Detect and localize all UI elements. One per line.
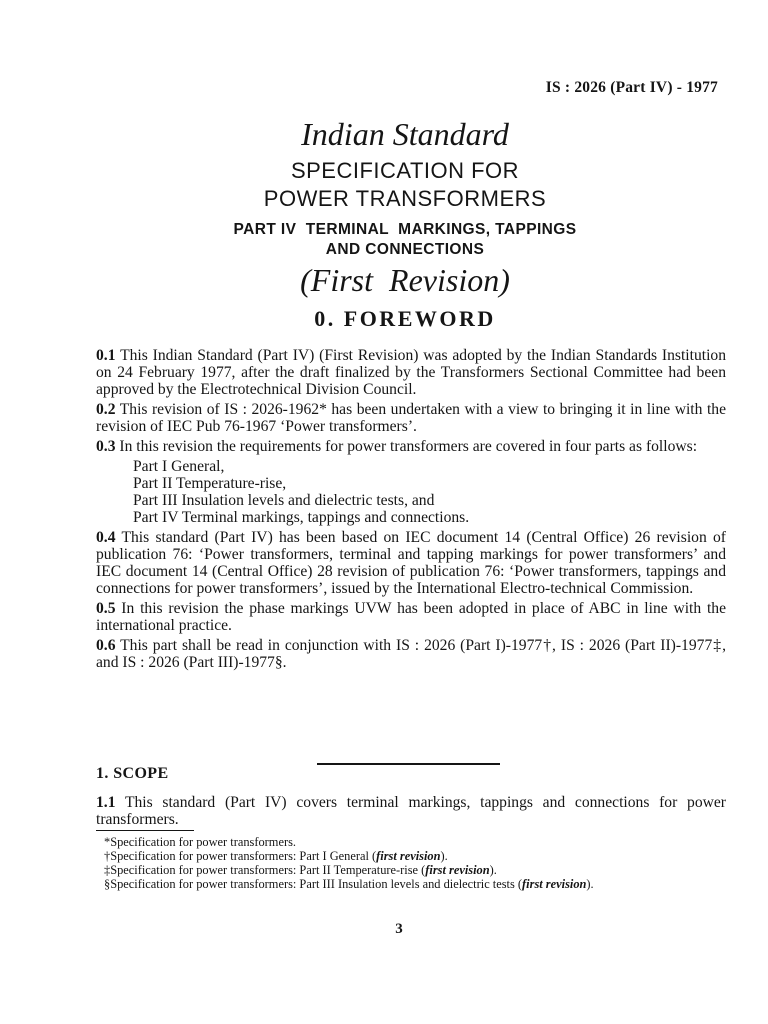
para-text: This part shall be read in conjunction with IS : 2026 (Part I)-1977†, IS : 2026 (Part II)-1977‡, and IS : 2026 (Part III)-1977§. (96, 637, 726, 671)
scope-heading: 1. SCOPE (96, 765, 169, 782)
parts-list (133, 458, 726, 526)
paragraph-1-1 (96, 794, 726, 828)
paragraph-0-4 (96, 529, 726, 597)
paragraph-0-1 (96, 347, 726, 398)
para-number: 0.6 (96, 637, 116, 654)
page-number: 3 (395, 921, 403, 937)
title-part-iv-line1: PART IV TERMINAL MARKINGS, TAPPINGS (233, 221, 577, 238)
title-part-iv-line2: AND CONNECTIONS (325, 241, 485, 258)
footnote-3: ‡Specification for power transformers: Part II Temperature-rise (first revision). (104, 863, 497, 877)
para-text: In this revision the phase markings UVW has been adopted in place of ABC in line with the international practice. (96, 600, 727, 634)
para-text: This standard (Part IV) covers terminal markings, tappings and connections for power transformers. (96, 794, 726, 828)
title-indian-standard: Indian Standard (301, 116, 509, 152)
para-text: This standard (Part IV) has been based on IEC document 14 (Central Office) 26 revision of publication 76: ‘Power transformers, terminal and tapping markings for power transformers’ and IEC document 14 (Central Office) 28 revision of publication 76: ‘Power transformers, tappings and connections for power transformers’, issued by the International Electro-technical Commission. (96, 529, 726, 597)
para-text: This Indian Standard (Part IV) (First Revision) was adopted by the Indian Standards Institution on 24 February 1977, after the draft finalized by the Transformers Sectional Committee had been approved by the Electrotechnical Division Council. (96, 347, 727, 398)
para-number: 0.3 (96, 438, 116, 455)
para-number: 0.4 (96, 529, 116, 546)
para-number: 0.5 (96, 600, 116, 617)
list-item: Part III Insulation levels and dielectric tests, and (133, 492, 435, 509)
para-text: In this revision the requirements for power transformers are covered in four parts as follows: (119, 438, 698, 455)
list-item: Part II Temperature-rise, (133, 475, 287, 492)
paragraph-0-3 (96, 438, 726, 455)
foreword-heading: 0. FOREWORD (314, 306, 496, 331)
footnote-divider (96, 830, 194, 831)
paragraph-0-2 (96, 401, 726, 435)
para-text: This revision of IS : 2026-1962* has been undertaken with a view to bringing it in line with the revision of IEC Pub 76-1967 ‘Power transformers’. (96, 401, 727, 435)
list-item: Part IV Terminal markings, tappings and connections. (133, 509, 470, 526)
footnotes (96, 835, 726, 891)
list-item: Part I General, (133, 458, 225, 475)
title-first-revision: (First Revision) (300, 262, 510, 298)
para-number: 0.2 (96, 401, 116, 418)
para-number: 1.1 (96, 794, 116, 811)
paragraph-0-5 (96, 600, 726, 634)
paragraph-0-6 (96, 637, 726, 671)
footnote-2: †Specification for power transformers: Part I General (first revision). (104, 849, 448, 863)
title-part-iv (90, 220, 720, 260)
para-number: 0.1 (96, 347, 116, 364)
title-power-transformers: POWER TRANSFORMERS (263, 186, 547, 211)
footnote-4: §Specification for power transformers: Part III Insulation levels and dielectric tests (first revision). (104, 877, 594, 891)
foreword-body (96, 347, 726, 674)
footnote-1: *Specification for power transformers. (104, 835, 296, 849)
section-divider (317, 763, 500, 765)
standard-number: IS : 2026 (Part IV) - 1977 (545, 79, 718, 96)
title-specification-for: SPECIFICATION FOR (290, 158, 520, 183)
